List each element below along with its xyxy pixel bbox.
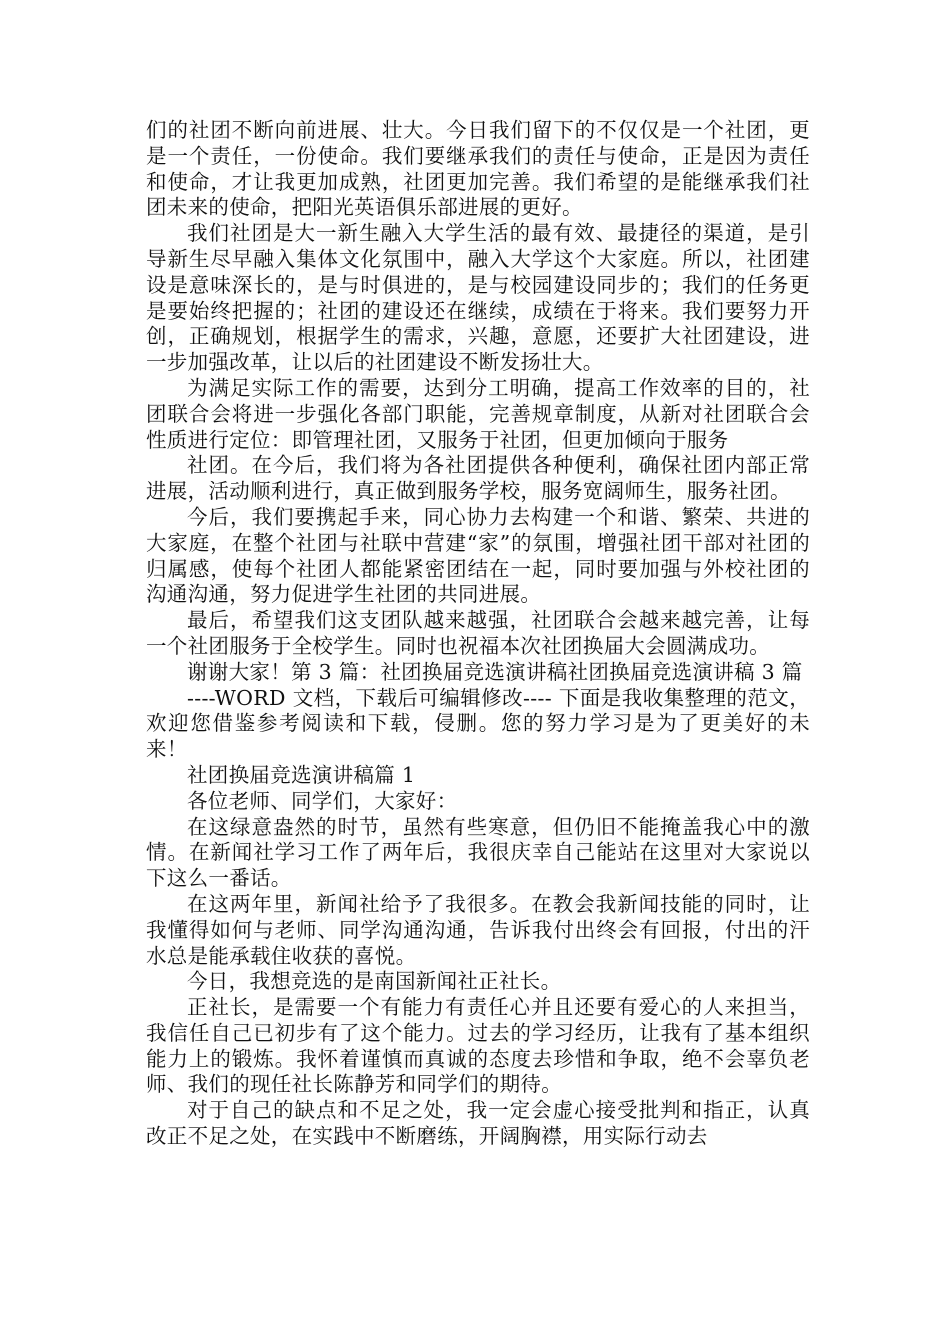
document-body xyxy=(146,118,810,1150)
paragraph: 在这绿意盎然的时节，虽然有些寒意，但仍旧不能掩盖我心中的激情。在新闻社学习工作了两年后，我很庆幸自己能站在这里对大家说以下这么一番话。 xyxy=(146,814,810,891)
paragraph: 最后，希望我们这支团队越来越强，社团联合会越来越完善，让每一个社团服务于全校学生。同时也祝福本次社团换届大会圆满成功。 xyxy=(146,608,810,658)
paragraph: 我们社团是大一新生融入大学生活的最有效、最捷径的渠道，是引导新生尽早融入集体文化氛围中，融入大学这个大家庭。所以，社团建设是意味深长的，是与时俱进的，是与校园建设同步的；我们的任务更是要始终把握的；社团的建设还在继续，成绩在于将来。我们要努力开创，正确规划，根据学生的需求，兴趣，意愿，还要扩大社团建设，进一步加强改革，让以后的社团建设不断发扬壮大。 xyxy=(146,221,810,375)
paragraph: 为满足实际工作的需要，达到分工明确，提高工作效率的目的，社团联合会将进一步强化各部门职能，完善规章制度，从新对社团联合会性质进行定位：即管理社团，又服务于社团，但更加倾向于服务 xyxy=(146,375,810,452)
paragraph: 今后，我们要携起手来，同心协力去构建一个和谐、繁荣、共进的大家庭，在整个社团与社联中营建“家”的氛围，增强社团干部对社团的归属感，使每个社团人都能紧密团结在一起，同时要加强与外校社团的沟通沟通，努力促进学生社团的共同进展。 xyxy=(146,504,810,607)
paragraph: 正社长，是需要一个有能力有责任心并且还要有爱心的人来担当，我信任自己已初步有了这个能力。过去的学习经历，让我有了基本组织能力上的锻炼。我怀着谨慎而真诚的态度去珍惜和争取，绝不会辜负老师、我们的现任社长陈静芳和同学们的期待。 xyxy=(146,995,810,1097)
paragraph: ----WORD 文档，下载后可编辑修改---- 下面是我收集整理的范文，欢迎您借鉴参考阅读和下载，侵删。您的努力学习是为了更美好的未来！ xyxy=(146,685,810,762)
section-heading: 社团换届竞选演讲稿篇 1 xyxy=(187,762,416,787)
paragraph: 们的社团不断向前进展、壮大。今日我们留下的不仅仅是一个社团，更是一个责任，一份使命。我们要继承我们的责任与使命，正是因为责任和使命，才让我更加成熟，社团更加完善。我们希望的是能继承我们社团未来的使命，把阳光英语俱乐部进展的更好。 xyxy=(146,118,810,220)
paragraph: 谢谢大家！第 3 篇：社团换届竞选演讲稿社团换届竞选演讲稿 3 篇 xyxy=(187,659,803,684)
paragraph: 在这两年里，新闻社给予了我很多。在教会我新闻技能的同时，让我懂得如何与老师、同学沟通沟通，告诉我付出终会有回报，付出的汗水总是能承载住收获的喜悦。 xyxy=(146,891,810,968)
paragraph: 今日，我想竞选的是南国新闻社正社长。 xyxy=(187,969,562,994)
salutation: 各位老师、同学们，大家好： xyxy=(187,788,458,813)
paragraph: 对于自己的缺点和不足之处，我一定会虚心接受批判和指正，认真改正不足之处，在实践中不断磨练，开阔胸襟，用实际行动去 xyxy=(146,1098,810,1149)
paragraph: 社团。在今后，我们将为各社团提供各种便利，确保社团内部正常进展，活动顺利进行，真正做到服务学校，服务宽阔师生，服务社团。 xyxy=(146,453,810,504)
